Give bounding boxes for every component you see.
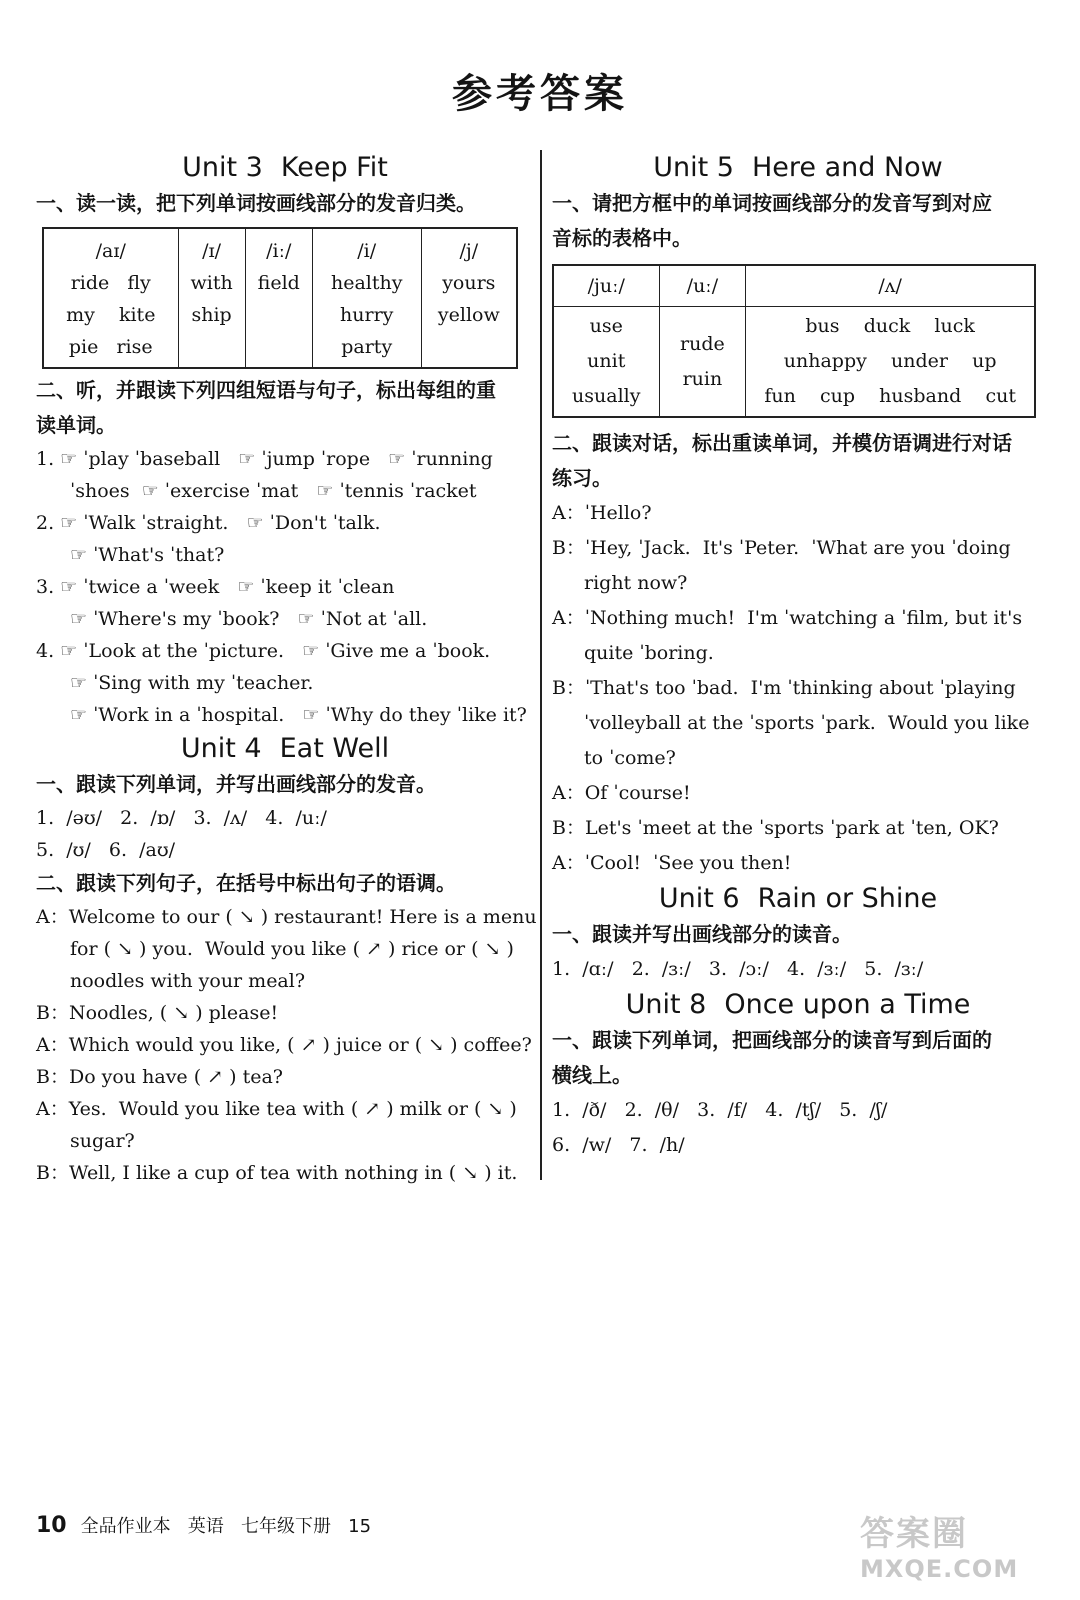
answer-line: 3. ☞ ˈtwice a ˈweek ☞ ˈkeep it ˈclean	[36, 576, 395, 598]
unit5-sound-table	[552, 264, 1036, 418]
answer-line: ˈshoes ☞ ˈexercise ˈmat ☞ ˈtennis ˈracket	[70, 480, 477, 502]
dialog-line: A：ˈNothing much! I'm ˈwatching a ˈfilm, but it's	[552, 607, 1023, 629]
unit8-number: Unit 8	[625, 989, 707, 1020]
dialog-line: B：ˈThat's too ˈbad. I'm ˈthinking about ˈplaying	[552, 677, 1016, 699]
unit4-section1-title: 一、跟读下列单词，并写出画线部分的发音。	[36, 772, 436, 796]
watermark-logo	[860, 1506, 1060, 1582]
watermark-line2: MXQE.COM	[860, 1555, 1019, 1583]
unit3-section1-title: 一、读一读，把下列单词按画线部分的发音归类。	[36, 191, 476, 215]
unit5-table-cell: bus duck luck unhappy under up fun cup husband cut	[746, 307, 1035, 418]
unit5-section2-title-cont: 练习。	[552, 466, 612, 490]
dialog-line: A：ˈCool! ˈSee you then!	[552, 852, 792, 874]
dialog-line: A：ˈHello?	[552, 502, 652, 524]
unit3-sound-table	[42, 227, 518, 369]
dialog-line: B：Noodles, ( ↘ ) please!	[36, 1002, 279, 1024]
answer-line: ☞ ˈWhat's ˈthat?	[70, 544, 225, 566]
column-divider	[540, 150, 542, 1180]
unit3-table-words: healthy hurry party	[330, 272, 403, 358]
unit8-name: Once upon a Time	[724, 989, 971, 1020]
unit3-table-head: /iː/	[266, 240, 292, 262]
unit3-name: Keep Fit	[280, 152, 388, 183]
answer-line: 1. /ɑː/ 2. /ɜː/ 3. /ɔː/ 4. /ɜː/ 5. /ɜː/	[552, 958, 924, 980]
answer-line: 4. ☞ ˈLook at the ˈpicture. ☞ ˈGive me a ˈbook.	[36, 640, 491, 662]
unit3-table-col-ai	[43, 228, 178, 368]
answer-line: 1. ☞ ˈplay ˈbaseball ☞ ˈjump ˈrope ☞ ˈrunning	[36, 448, 493, 470]
dialog-line: ˈvolleyball at the ˈsports ˈpark. Would you like	[584, 712, 1030, 734]
unit8-section1-title-cont: 横线上。	[552, 1063, 632, 1087]
right-column	[552, 150, 1044, 1163]
dialog-line: A：Welcome to our ( ↘ ) restaurant! Here is a menu	[36, 906, 537, 928]
unit4-number: Unit 4	[180, 733, 262, 764]
dialog-line: B：Let's ˈmeet at the ˈsports ˈpark at ˈten, OK?	[552, 817, 999, 839]
dialog-line: B：Well, I like a cup of tea with nothing in ( ↘ ) it.	[36, 1162, 518, 1184]
unit6-heading	[552, 881, 1044, 917]
unit5-name: Here and Now	[751, 152, 943, 183]
answer-line: 6. /w/ 7. /h/	[552, 1134, 685, 1156]
answer-line: ☞ ˈWhere's my ˈbook? ☞ ˈNot at ˈall.	[70, 608, 428, 630]
unit5-section1-title-cont: 音标的表格中。	[552, 226, 692, 250]
unit3-table-col-long-i	[245, 228, 312, 368]
unit3-table-words: with ship	[190, 272, 233, 326]
unit5-table-cell: rude ruin	[659, 307, 746, 418]
dialog-line: sugar?	[70, 1130, 135, 1152]
unit3-section2-title-cont: 读单词。	[36, 413, 116, 437]
dialog-line: B：Do you have ( ↗ ) tea?	[36, 1066, 283, 1088]
page-footer	[36, 1512, 371, 1538]
unit3-table-head: /i/	[357, 240, 377, 262]
unit4-section2-title: 二、跟读下列句子，在括号中标出句子的语调。	[36, 871, 456, 895]
answer-line: ☞ ˈSing with my ˈteacher.	[70, 672, 314, 694]
book-info: 全品作业本 英语 七年级下册 15	[80, 1516, 372, 1537]
unit5-table-head: /ʌ/	[746, 265, 1035, 307]
unit6-name: Rain or Shine	[757, 883, 938, 914]
answer-line: 1. /ð/ 2. /θ/ 3. /f/ 4. /tʃ/ 5. /ʃ/	[552, 1099, 888, 1121]
unit3-table-col-i	[312, 228, 421, 368]
unit4-heading	[36, 731, 534, 767]
unit5-table-head: /uː/	[659, 265, 746, 307]
page-title: 参考答案	[452, 71, 628, 117]
dialog-line: A：Which would you like, ( ↗ ) juice or ( ↘ ) coffee?	[36, 1034, 532, 1056]
unit4-name: Eat Well	[279, 733, 390, 764]
dialog-line: noodles with your meal?	[70, 970, 306, 992]
unit5-number: Unit 5	[653, 152, 734, 183]
unit3-table-col-short-i	[178, 228, 245, 368]
unit8-heading	[552, 987, 1044, 1023]
unit3-table-words: ride fly my kite pie rise	[66, 272, 156, 358]
unit3-table-words: field	[257, 272, 300, 294]
page-number: 10	[36, 1513, 67, 1538]
unit3-heading	[36, 150, 534, 186]
unit5-section1-title: 一、请把方框中的单词按画线部分的发音写到对应	[552, 191, 992, 215]
unit3-table-words: yours yellow	[437, 272, 500, 326]
dialog-line: quite ˈboring.	[584, 642, 714, 664]
unit5-section2-title: 二、跟读对话，标出重读单词，并模仿语调进行对话	[552, 431, 1012, 455]
dialog-line: A：Of ˈcourse!	[552, 782, 691, 804]
unit3-section2-title: 二、听，并跟读下列四组短语与句子，标出每组的重	[36, 378, 496, 402]
dialog-line: A：Yes. Would you like tea with ( ↗ ) milk or ( ↘ )	[36, 1098, 517, 1120]
answer-line: ☞ ˈWork in a ˈhospital. ☞ ˈWhy do they ˈlike it?	[70, 704, 527, 726]
dialog-line: B：ˈHey, ˈJack. It's ˈPeter. ˈWhat are you ˈdoing	[552, 537, 1011, 559]
unit5-table-head: /juː/	[553, 265, 659, 307]
answer-line: 5. /ʊ/ 6. /aʊ/	[36, 839, 176, 861]
unit6-number: Unit 6	[658, 883, 740, 914]
dialog-line: for ( ↘ ) you. Would you like ( ↗ ) rice or ( ↘ )	[70, 938, 514, 960]
answer-line: 1. /əʊ/ 2. /ɒ/ 3. /ʌ/ 4. /uː/	[36, 807, 327, 829]
unit3-table-head: /ɪ/	[202, 240, 222, 262]
watermark-line1: 答案圈	[860, 1514, 968, 1554]
unit3-number: Unit 3	[182, 152, 263, 183]
unit8-section1-title: 一、跟读下列单词，把画线部分的读音写到后面的	[552, 1028, 992, 1052]
unit3-table-head: /j/	[459, 240, 479, 262]
unit3-table-col-j	[421, 228, 517, 368]
unit5-table-cell: use unit usually	[553, 307, 659, 418]
unit3-table-head: /aɪ/	[95, 240, 126, 262]
unit6-section1-title: 一、跟读并写出画线部分的读音。	[552, 922, 852, 946]
dialog-line: right now?	[584, 572, 688, 594]
left-column	[36, 150, 537, 1189]
unit5-heading	[552, 150, 1044, 186]
dialog-line: to ˈcome?	[584, 747, 676, 769]
answer-line: 2. ☞ ˈWalk ˈstraight. ☞ ˈDon't ˈtalk.	[36, 512, 381, 534]
